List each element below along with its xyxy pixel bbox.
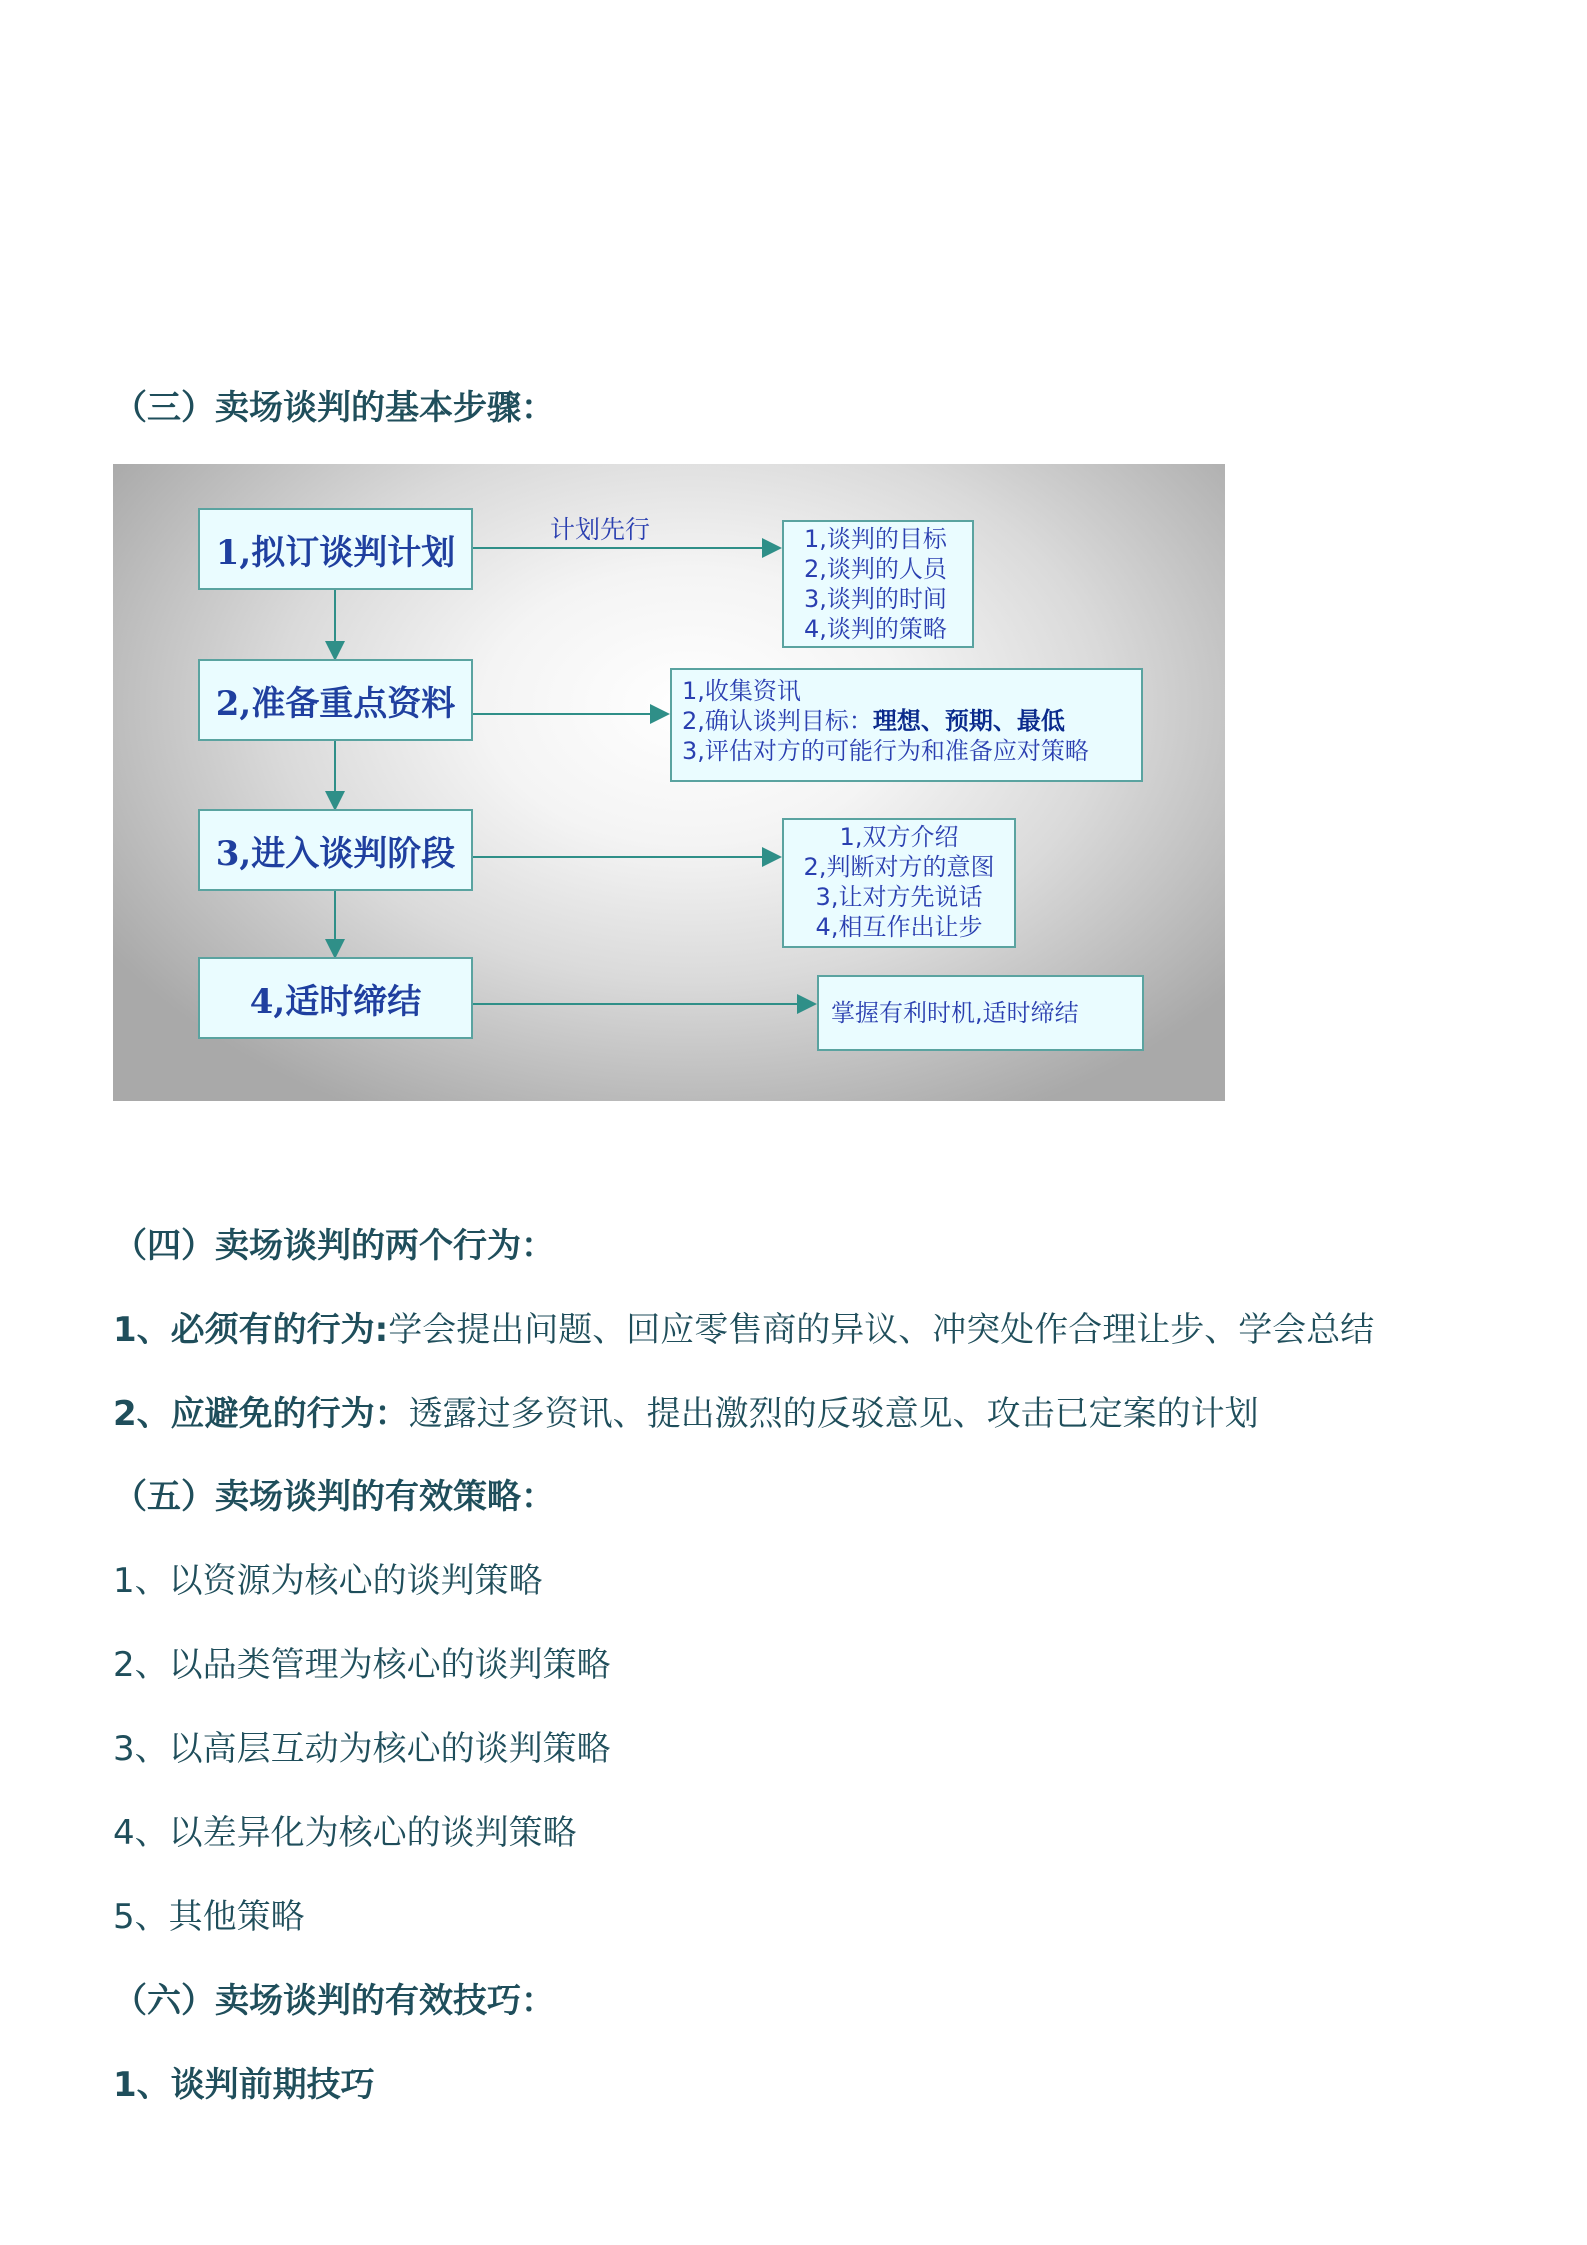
- item-text: 透露过多资讯、提出激烈的反驳意见、攻击已定案的计划: [408, 1394, 1259, 1434]
- section4-heading: （四）卖场谈判的两个行为：: [113, 1226, 555, 1266]
- step-1-details: [782, 520, 974, 648]
- item-label: 1、必须有的行为:: [113, 1310, 389, 1350]
- section4-item-1: [113, 1308, 1374, 1352]
- section3-heading: （三）卖场谈判的基本步骤：: [113, 388, 555, 428]
- item-label: 2、应避免的行为：: [113, 1394, 409, 1434]
- detail-line-prefix: 2,确认谈判目标：: [682, 707, 873, 735]
- detail-line: 3,评估对方的可能行为和准备应对策略: [682, 737, 1089, 765]
- section5-heading: （五）卖场谈判的有效策略：: [113, 1477, 555, 1517]
- step-2-details: [670, 668, 1143, 782]
- step-2-box: 2,准备重点资料: [198, 659, 473, 741]
- detail-line: 2,谈判的人员: [804, 555, 947, 583]
- detail-line: 3,谈判的时间: [804, 585, 947, 613]
- strategy-item-4: 4、以差异化为核心的谈判策略: [113, 1813, 577, 1853]
- detail-line: 4,相互作出让步: [815, 913, 983, 941]
- step-3-details: [782, 818, 1016, 948]
- strategy-item-5: 5、其他策略: [113, 1897, 305, 1937]
- detail-line: [682, 706, 1141, 736]
- plan-first-label: 计划先行: [550, 515, 651, 544]
- step-3-box: 3,进入谈判阶段: [198, 809, 473, 891]
- negotiation-steps-flowchart: [113, 464, 1225, 1101]
- detail-line: 1,谈判的目标: [804, 525, 947, 553]
- step-4-details: [817, 975, 1144, 1051]
- detail-line: 3,让对方先说话: [815, 883, 983, 911]
- detail-line: 1,双方介绍: [839, 823, 959, 851]
- step-1-box: 1,拟订谈判计划: [198, 508, 473, 590]
- section6-heading: （六）卖场谈判的有效技巧：: [113, 1981, 555, 2021]
- technique-item-1: 1、谈判前期技巧: [113, 2065, 375, 2105]
- strategy-item-2: 2、以品类管理为核心的谈判策略: [113, 1645, 611, 1685]
- strategy-item-3: 3、以高层互动为核心的谈判策略: [113, 1729, 611, 1769]
- step-4-box: 4,适时缔结: [198, 957, 473, 1039]
- detail-line: 2,判断对方的意图: [803, 853, 995, 881]
- detail-line: 掌握有利时机,适时缔结: [831, 999, 1079, 1027]
- item-text: 学会提出问题、回应零售商的异议、冲突处作合理让步、学会总结: [388, 1310, 1375, 1350]
- detail-line: 4,谈判的策略: [804, 615, 947, 643]
- strategy-item-1: 1、以资源为核心的谈判策略: [113, 1561, 543, 1601]
- detail-line: 1,收集资讯: [682, 677, 801, 705]
- detail-emphasis: 理想、预期、最低: [872, 707, 1065, 735]
- section4-item-2: [113, 1392, 1259, 1436]
